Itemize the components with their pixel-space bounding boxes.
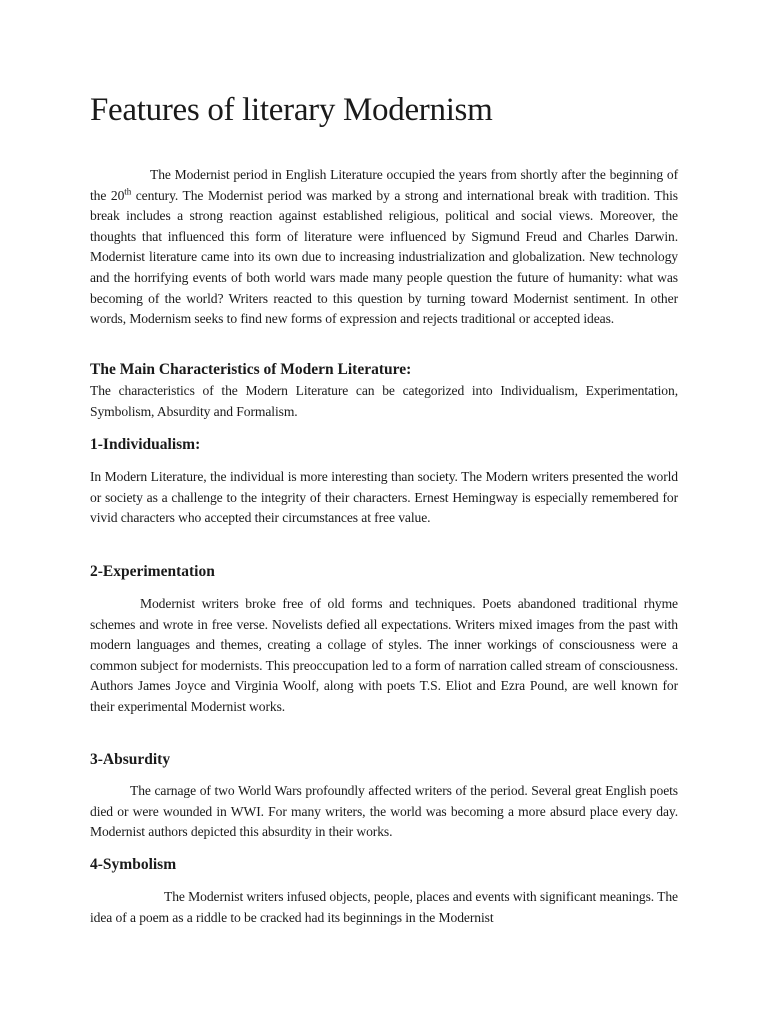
experimentation-heading: 2-Experimentation — [90, 563, 215, 580]
intro-text-start: The Modernist period in English Literature occupied the years from shortly after the beginning of the 20 — [90, 167, 678, 203]
symbolism-paragraph: The Modernist writers infused objects, people, places and events with significant meanings. The idea of a poem as a riddle to be cracked had its beginnings in the Modernist — [90, 889, 678, 925]
experimentation-paragraph: Modernist writers broke free of old forms and techniques. Poets abandoned traditional rhyme schemes and wrote in free verse. Novelists defied all expectations. Writers mixed images from the past with modern languages and themes, creating a collage of styles. The inner workings of consciousness were a common subject for modernists. This preoccupation led to a form of narration called stream of consciousness. Authors James Joyce and Virginia Woolf, along with poets T.S. Eliot and Ezra Pound, are well known for their experimental Modernist works. — [90, 596, 678, 714]
main-characteristics-heading: The Main Characteristics of Modern Literature: — [90, 361, 412, 378]
absurdity-paragraph: The carnage of two World Wars profoundly affected writers of the period. Several great English poets died or were wounded in WWI. For many writers, the world was becoming a more absurd place every day. Modernist authors depicted this absurdity in their works. — [90, 783, 678, 840]
symbolism-heading: 4-Symbolism — [90, 856, 177, 873]
individualism-heading: 1-Individualism: — [90, 436, 201, 453]
absurdity-heading: 3-Absurdity — [90, 751, 171, 768]
document-page — [90, 0, 678, 1024]
intro-paragraph — [90, 165, 678, 330]
document-title: Features of literary Modernism — [90, 92, 493, 128]
ordinal-superscript: th — [124, 186, 132, 197]
individualism-paragraph: In Modern Literature, the individual is more interesting than society. The Modern writers presented the world or society as a challenge to the integrity of their characters. Ernest Hemingway is especially remembered for vivid characters who accepted their circumstances at free value. — [90, 469, 678, 526]
main-characteristics-paragraph: The characteristics of the Modern Literature can be categorized into Individualism, Experimentation, Symbolism, Absurdity and Formalism. — [90, 383, 678, 419]
intro-text-end: century. The Modernist period was marked by a strong and international break with tradition. This break includes a strong reaction against established religious, political and social views. Moreover, the thoughts that influenced this form of literature were influenced by Sigmund Freud and Charles Darwin. Modernist literature came into its own due to increasing industrialization and globalization. New technology and the horrifying events of both world wars made many people question the future of humanity: what was becoming of the world? Writers reacted to this question by turning toward Modernist sentiment. In other words, Modernism seeks to find new forms of expression and rejects traditional or accepted ideas. — [90, 187, 678, 327]
